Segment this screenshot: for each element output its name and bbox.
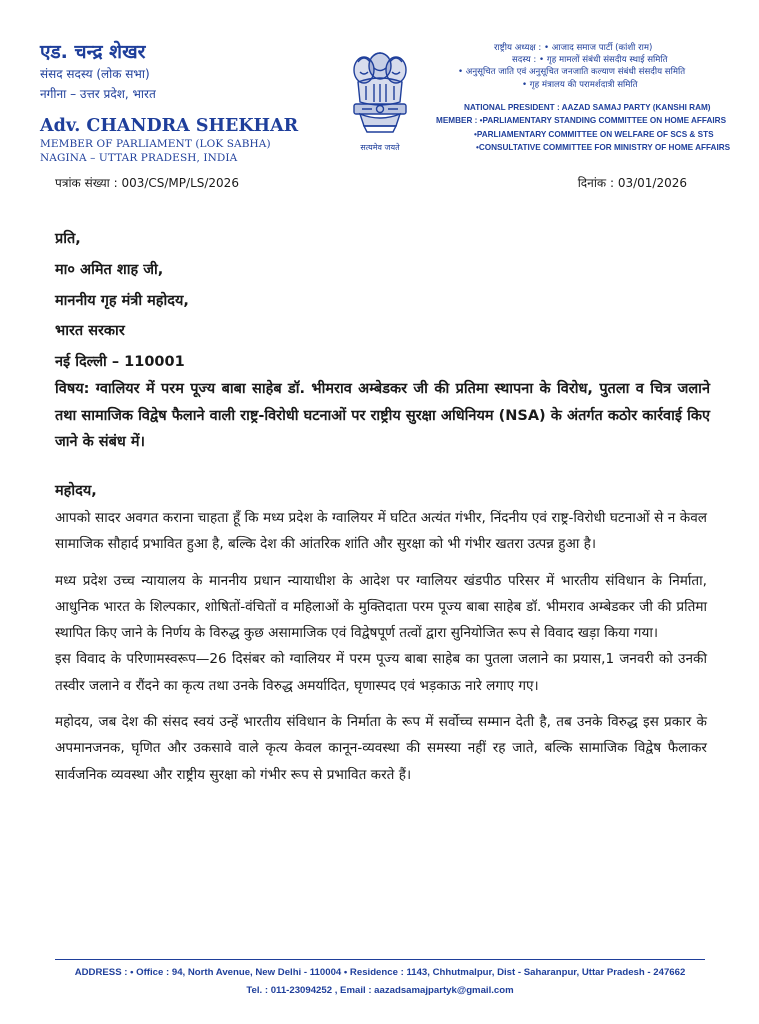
recipient-line: माननीय गृह मंत्री महोदय, — [55, 292, 189, 309]
emblem-motto: सत्यमेव जयते — [360, 143, 400, 152]
recipient-line: भारत सरकार — [55, 323, 125, 340]
recipient-line: प्रति, — [55, 231, 81, 247]
letter-number: पत्रांक संख्या : 003/CS/MP/LS/2026 — [55, 176, 239, 190]
body-paragraph: मध्य प्रदेश उच्च न्यायालय के माननीय प्रधान न्यायाधीश के आदेश पर ग्वालियर खंडपीठ परिसर में भारतीय संविधान के निर्माता, आधुनिक भारत के शिल्पकार, शोषितों-वंचितों व महिलाओं के मुक्तिदाता परम पूज्य बाबा साहेब डॉ. भीमराव अम्बेडकर जी की प्रतिमा स्थापित किए जाने के निर्णय के विरुद्ध कुछ असामाजिक एवं विद्वेषपूर्ण तत्वों द्वारा सुनियोजित रूप से विवाद खड़ा किया गया। — [55, 572, 707, 642]
body-paragraph: महोदय, जब देश की संसद स्वयं उन्हें भारतीय संविधान के निर्माता के रूप में सर्वोच्च सम्मान देती है, तब उनके विरुद्ध इस प्रकार के अपमानजनक, घृणित और उकसावे वाले कृत्य केवल कानून-व्यवस्था की समस्या नहीं रह जाते, बल्कि सामाजिक विद्वेष फैलाकर सार्वजनिक व्यवस्था और राष्ट्रीय सुरक्षा को गंभीर रूप से प्रभावित करते हैं। — [55, 714, 707, 783]
footer-contact: Tel. : 011-23094252 , Email : aazadsamajpartyk@gmail.com — [246, 985, 514, 996]
national-emblem — [338, 44, 422, 156]
recipient-line: मा० अमित शाह जी, — [55, 261, 164, 278]
sender-name-english: Adv. CHANDRA SHEKHAR — [40, 116, 299, 136]
recipient-block — [55, 224, 189, 378]
letterhead-right — [436, 42, 746, 154]
role-line-english: MEMBER : •PARLIAMENTARY STANDING COMMITTEE ON HOME AFFAIRS — [436, 116, 727, 126]
body-paragraph: आपको सादर अवगत कराना चाहता हूँ कि मध्य प्रदेश के ग्वालियर में घटित अत्यंत गंभीर, निंदनीय एवं राष्ट्र-विरोधी घटनाओं से न केवल सामाजिक सौहार्द प्रभावित हुआ है, बल्कि देश की आंतरिक शांति और सुरक्षा को भी गंभीर खतरा उत्पन्न हुआ है। — [55, 510, 707, 553]
letter-body — [55, 505, 707, 788]
national-emblem-icon — [338, 44, 422, 142]
role-line-hindi: राष्ट्रीय अध्यक्ष : • आजाद समाज पार्टी (कांशी राम) — [494, 43, 653, 53]
sender-title-hindi: संसद सदस्य (लोक सभा) — [40, 67, 150, 81]
footer — [40, 964, 720, 1000]
footer-divider — [55, 959, 705, 960]
salutation: महोदय, — [55, 483, 97, 499]
subject-line: विषय: ग्वालियर में परम पूज्य बाबा साहेब डॉ. भीमराव अम्बेडकर जी की प्रतिमा स्थापना के विरोध, पुतला व चित्र जलाने तथा सामाजिक विद्वेष फैलाने वाली राष्ट्र-विरोधी घटनाओं पर राष्ट्रीय सुरक्षा अधिनियम (NSA) के अंतर्गत कठोर कार्रवाई किए जाने के संबंध में। — [55, 381, 710, 450]
role-line-english: NATIONAL PRESIDENT : AAZAD SAMAJ PARTY (KANSHI RAM) — [464, 102, 711, 112]
role-line-hindi: • अनुसूचित जाति एवं अनुसूचित जनजाति कल्याण संबंधी संसदीय समिति — [458, 67, 686, 78]
recipient-line: नई दिल्ली – 110001 — [55, 354, 185, 371]
sender-place-hindi: नगीना – उत्तर प्रदेश, भारत — [40, 87, 156, 101]
letterhead-left — [40, 40, 340, 165]
role-line-hindi: • गृह मंत्रालय की परामर्शदात्री समिति — [522, 79, 638, 90]
sender-name-hindi: एड. चन्द्र शेखर — [40, 41, 146, 63]
sender-place-english: NAGINA – UTTAR PRADESH, INDIA — [40, 152, 238, 164]
role-line-english: •PARLIAMENTARY COMMITTEE ON WELFARE OF SCS & STS — [474, 129, 714, 139]
letter-date: दिनांक : 03/01/2026 — [577, 176, 687, 190]
role-line-english: •CONSULTATIVE COMMITTEE FOR MINISTRY OF HOME AFFAIRS — [476, 143, 731, 153]
sender-title-english: MEMBER OF PARLIAMENT (LOK SABHA) — [40, 138, 271, 150]
footer-address: ADDRESS : • Office : 94, North Avenue, New Delhi - 110004 • Residence : 1143, Chhutmalpur, Dist - Saharanpur, Uttar Pradesh - 247662 — [74, 967, 686, 978]
role-line-hindi: सदस्य : • गृह मामलों संबंधी संसदीय स्थाई समिति — [512, 55, 668, 66]
body-paragraph: इस विवाद के परिणामस्वरूप—26 दिसंबर को ग्वालियर में परम पूज्य बाबा साहेब का पुतला जलाने का प्रयास,1 जनवरी को उनकी तस्वीर जलाने व रौंदने का कृत्य तथा उनके विरुद्ध अमर्यादित, घृणास्पद एवं भड़काऊ नारे लगाए गए। — [55, 651, 707, 694]
